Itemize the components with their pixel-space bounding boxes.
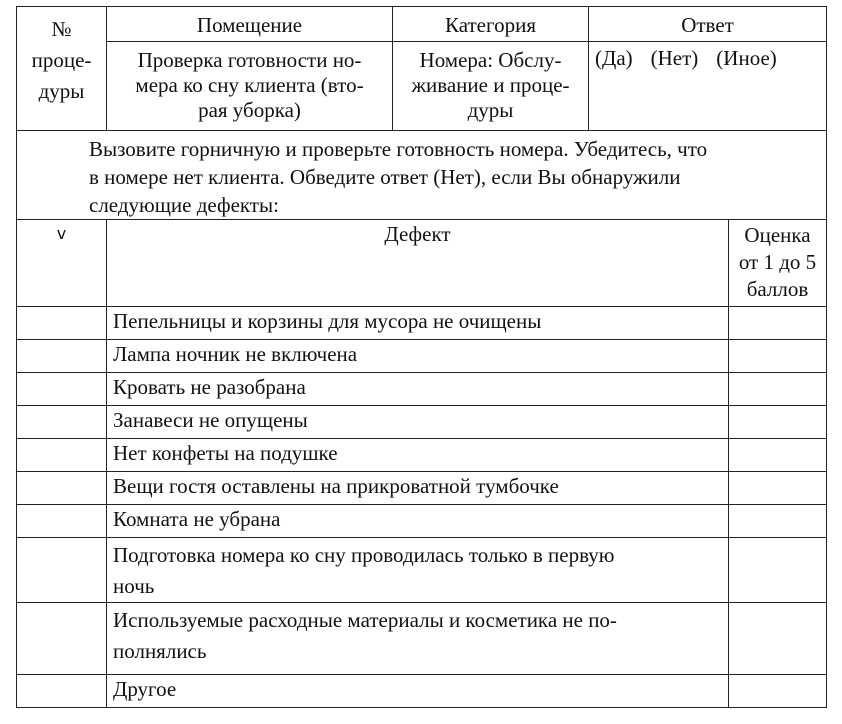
- score-column-header: Оценка от 1 до 5 баллов: [729, 220, 827, 307]
- defect-text: Кровать не разобрана: [107, 373, 729, 406]
- defect-score-cell[interactable]: [729, 505, 827, 538]
- procedure-number-line: дуры: [38, 79, 85, 103]
- defect-row: [17, 505, 827, 538]
- defect-score-cell[interactable]: [729, 538, 827, 603]
- defect-row: [17, 340, 827, 373]
- defect-row: [17, 675, 827, 708]
- category-line: дуры: [467, 98, 514, 122]
- room-line: рая уборка): [198, 98, 301, 122]
- defect-check-cell[interactable]: [17, 675, 107, 708]
- header-row: [17, 7, 827, 42]
- defect-text: Комната не убрана: [107, 505, 729, 538]
- defect-score-cell[interactable]: [729, 603, 827, 675]
- check-column-header: v: [17, 220, 107, 307]
- defect-row: [17, 406, 827, 439]
- answer-options-cell: [589, 42, 827, 131]
- defect-text: Вещи гостя оставлены на прикроватной тумбочке: [107, 472, 729, 505]
- room-line: Проверка готовности но-: [137, 48, 362, 72]
- defect-text: Подготовка номера ко сну проводилась только в первую ночь: [107, 538, 729, 603]
- defect-row: [17, 603, 827, 675]
- defect-check-cell[interactable]: [17, 538, 107, 603]
- answer-yes-option[interactable]: (Да): [595, 46, 633, 70]
- defect-row: [17, 373, 827, 406]
- defect-check-cell[interactable]: [17, 307, 107, 340]
- defect-text: Нет конфеты на подушке: [107, 439, 729, 472]
- defect-score-cell[interactable]: [729, 675, 827, 708]
- defect-score-cell[interactable]: [729, 307, 827, 340]
- defect-score-cell[interactable]: [729, 340, 827, 373]
- procedure-number-line: №: [51, 17, 72, 41]
- defect-text: Используемые расходные материалы и косметика не по- полнялись: [107, 603, 729, 675]
- defect-row: [17, 307, 827, 340]
- defect-text: Занавеси не опущены: [107, 406, 729, 439]
- room-line: мера ко сну клиента (вто-: [135, 73, 364, 97]
- defects-header-row: [17, 220, 827, 307]
- defect-check-cell[interactable]: [17, 603, 107, 675]
- defect-check-cell[interactable]: [17, 373, 107, 406]
- defect-text: Пепельницы и корзины для мусора не очищены: [107, 307, 729, 340]
- room-header: Помещение: [107, 7, 393, 42]
- defect-score-cell[interactable]: [729, 472, 827, 505]
- room-cell: [107, 42, 393, 131]
- defect-row: [17, 439, 827, 472]
- defect-score-cell[interactable]: [729, 439, 827, 472]
- defect-text: Лампа ночник не включена: [107, 340, 729, 373]
- procedure-number-line: проце-: [31, 48, 92, 72]
- defect-check-cell[interactable]: [17, 439, 107, 472]
- category-line: живание и проце-: [411, 73, 570, 97]
- answer-no-option[interactable]: (Нет): [650, 46, 699, 70]
- answer-header: Ответ: [589, 7, 827, 42]
- defect-check-cell[interactable]: [17, 340, 107, 373]
- category-cell: [393, 42, 589, 131]
- defect-row: [17, 472, 827, 505]
- defect-check-cell[interactable]: [17, 472, 107, 505]
- defect-score-cell[interactable]: [729, 373, 827, 406]
- checklist-table: [16, 6, 827, 708]
- procedure-row: [17, 42, 827, 131]
- defect-row: [17, 538, 827, 603]
- defect-check-cell[interactable]: [17, 406, 107, 439]
- instruction-text: Вызовите горничную и проверьте готовность номера. Убедитесь, что в номере нет клиента. Обведите ответ (Нет), если Вы обнаружили следующие дефекты:: [17, 131, 827, 220]
- instruction-row: [17, 131, 827, 220]
- defect-score-cell[interactable]: [729, 406, 827, 439]
- category-header: Категория: [393, 7, 589, 42]
- defect-check-cell[interactable]: [17, 505, 107, 538]
- answer-other-option[interactable]: (Иное): [716, 46, 777, 70]
- defect-text: Другое: [107, 675, 729, 708]
- procedure-number-header: [17, 7, 107, 131]
- defect-column-header: Дефект: [107, 220, 729, 307]
- category-line: Номера: Обслу-: [419, 48, 562, 72]
